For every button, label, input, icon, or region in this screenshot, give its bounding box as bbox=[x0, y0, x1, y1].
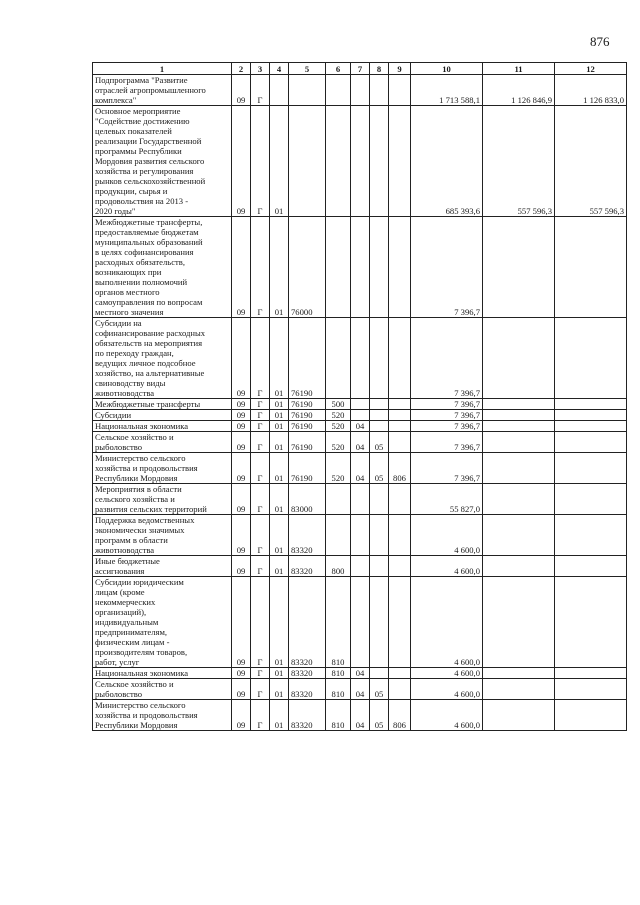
cell-code-col-4: 01 bbox=[270, 421, 289, 432]
cell-amount-col-10: 4 600,0 bbox=[411, 668, 483, 679]
cell-code-col-9 bbox=[389, 668, 411, 679]
cell-code-col-4: 01 bbox=[270, 668, 289, 679]
cell-amount-col-11 bbox=[483, 410, 555, 421]
cell-code-col-2: 09 bbox=[232, 75, 251, 106]
cell-code-col-3: Г bbox=[251, 679, 270, 700]
cell-code-col-8 bbox=[370, 217, 389, 318]
cell-code-col-3: Г bbox=[251, 577, 270, 668]
cell-row-label: Сельское хозяйство и рыболовство bbox=[93, 432, 232, 453]
cell-code-col-8 bbox=[370, 668, 389, 679]
cell-code-col-5: 76190 bbox=[289, 453, 326, 484]
column-header: 3 bbox=[251, 63, 270, 75]
cell-code-col-2: 09 bbox=[232, 217, 251, 318]
cell-code-col-7: 04 bbox=[351, 668, 370, 679]
cell-amount-col-12 bbox=[555, 556, 627, 577]
cell-row-label: Сельское хозяйство и рыболовство bbox=[93, 679, 232, 700]
cell-code-col-6 bbox=[326, 217, 351, 318]
cell-amount-col-11: 1 126 846,9 bbox=[483, 75, 555, 106]
cell-code-col-3: Г bbox=[251, 556, 270, 577]
cell-code-col-3: Г bbox=[251, 515, 270, 556]
cell-row-label: Национальная экономика bbox=[93, 421, 232, 432]
cell-amount-col-10: 685 393,6 bbox=[411, 106, 483, 217]
cell-row-label: Межбюджетные трансферты bbox=[93, 399, 232, 410]
cell-code-col-8: 05 bbox=[370, 679, 389, 700]
table-row bbox=[93, 432, 627, 453]
cell-code-col-5: 83000 bbox=[289, 484, 326, 515]
cell-code-col-6: 520 bbox=[326, 453, 351, 484]
cell-amount-col-10: 55 827,0 bbox=[411, 484, 483, 515]
cell-code-col-8 bbox=[370, 318, 389, 399]
cell-code-col-7 bbox=[351, 399, 370, 410]
cell-row-label: Межбюджетные трансферты, предоставляемые бюджетам муниципальных образований в целях софинансирования расходных обязательств, возникающих при выполнении полномочий органов местного самоуправления по вопросам местного значения bbox=[93, 217, 232, 318]
cell-code-col-8 bbox=[370, 410, 389, 421]
column-header: 4 bbox=[270, 63, 289, 75]
cell-code-col-3: Г bbox=[251, 410, 270, 421]
cell-code-col-9 bbox=[389, 421, 411, 432]
cell-code-col-8 bbox=[370, 106, 389, 217]
cell-code-col-7 bbox=[351, 217, 370, 318]
table-row bbox=[93, 318, 627, 399]
page-number: 876 bbox=[590, 34, 610, 49]
cell-code-col-6 bbox=[326, 318, 351, 399]
cell-code-col-4: 01 bbox=[270, 432, 289, 453]
cell-amount-col-12: 557 596,3 bbox=[555, 106, 627, 217]
cell-code-col-5: 76190 bbox=[289, 421, 326, 432]
cell-code-col-9 bbox=[389, 515, 411, 556]
cell-code-col-5: 76190 bbox=[289, 399, 326, 410]
cell-amount-col-12: 1 126 833,0 bbox=[555, 75, 627, 106]
cell-row-label: Субсидии bbox=[93, 410, 232, 421]
cell-code-col-2: 09 bbox=[232, 700, 251, 731]
cell-amount-col-11 bbox=[483, 453, 555, 484]
cell-code-col-5: 83320 bbox=[289, 577, 326, 668]
cell-code-col-3: Г bbox=[251, 399, 270, 410]
cell-row-label: Субсидии юридическим лицам (кроме некоммерческих организаций), индивидуальным предпринимателям, физическим лицам - производителям товаров, работ, услуг bbox=[93, 577, 232, 668]
cell-code-col-2: 09 bbox=[232, 515, 251, 556]
cell-code-col-5: 76190 bbox=[289, 318, 326, 399]
cell-row-label: Министерство сельского хозяйства и продовольствия Республики Мордовия bbox=[93, 453, 232, 484]
cell-amount-col-10: 7 396,7 bbox=[411, 421, 483, 432]
cell-code-col-3: Г bbox=[251, 75, 270, 106]
cell-amount-col-10: 4 600,0 bbox=[411, 515, 483, 556]
cell-amount-col-12 bbox=[555, 217, 627, 318]
cell-amount-col-10: 7 396,7 bbox=[411, 217, 483, 318]
header-row bbox=[93, 63, 627, 75]
cell-code-col-4: 01 bbox=[270, 577, 289, 668]
table-row bbox=[93, 577, 627, 668]
table-row bbox=[93, 217, 627, 318]
cell-code-col-5: 83320 bbox=[289, 679, 326, 700]
cell-code-col-8 bbox=[370, 556, 389, 577]
cell-code-col-2: 09 bbox=[232, 421, 251, 432]
cell-code-col-7 bbox=[351, 75, 370, 106]
cell-code-col-6 bbox=[326, 75, 351, 106]
cell-code-col-7 bbox=[351, 484, 370, 515]
cell-row-label: Основное мероприятие "Содействие достижению целевых показателей реализации Государственной программы Республики Мордовия развития сельского хозяйства и регулирования рынков сельскохозяйственной продукции, сырья и продовольствия на 2013 - 2020 годы" bbox=[93, 106, 232, 217]
cell-code-col-3: Г bbox=[251, 700, 270, 731]
cell-amount-col-11 bbox=[483, 399, 555, 410]
cell-code-col-5: 83320 bbox=[289, 668, 326, 679]
cell-amount-col-11 bbox=[483, 668, 555, 679]
budget-table bbox=[92, 62, 627, 731]
cell-code-col-4: 01 bbox=[270, 106, 289, 217]
cell-code-col-7: 04 bbox=[351, 679, 370, 700]
cell-amount-col-10: 4 600,0 bbox=[411, 679, 483, 700]
cell-code-col-2: 09 bbox=[232, 453, 251, 484]
cell-amount-col-11 bbox=[483, 217, 555, 318]
cell-amount-col-12 bbox=[555, 410, 627, 421]
column-header: 5 bbox=[289, 63, 326, 75]
cell-code-col-4: 01 bbox=[270, 399, 289, 410]
cell-amount-col-11 bbox=[483, 700, 555, 731]
cell-amount-col-11 bbox=[483, 679, 555, 700]
cell-amount-col-10: 7 396,7 bbox=[411, 399, 483, 410]
cell-code-col-9 bbox=[389, 410, 411, 421]
table-row bbox=[93, 399, 627, 410]
cell-amount-col-12 bbox=[555, 668, 627, 679]
cell-code-col-5 bbox=[289, 106, 326, 217]
cell-amount-col-12 bbox=[555, 700, 627, 731]
cell-code-col-3: Г bbox=[251, 432, 270, 453]
table-row bbox=[93, 75, 627, 106]
cell-code-col-7 bbox=[351, 106, 370, 217]
column-header: 9 bbox=[389, 63, 411, 75]
cell-amount-col-10: 7 396,7 bbox=[411, 410, 483, 421]
cell-code-col-9: 806 bbox=[389, 453, 411, 484]
table-row bbox=[93, 453, 627, 484]
cell-code-col-6: 520 bbox=[326, 421, 351, 432]
cell-code-col-7 bbox=[351, 410, 370, 421]
cell-code-col-2: 09 bbox=[232, 410, 251, 421]
cell-code-col-2: 09 bbox=[232, 399, 251, 410]
table-row bbox=[93, 421, 627, 432]
cell-code-col-3: Г bbox=[251, 318, 270, 399]
cell-amount-col-11 bbox=[483, 577, 555, 668]
cell-amount-col-12 bbox=[555, 318, 627, 399]
cell-code-col-4: 01 bbox=[270, 679, 289, 700]
column-header: 2 bbox=[232, 63, 251, 75]
cell-code-col-8: 05 bbox=[370, 700, 389, 731]
table-row bbox=[93, 556, 627, 577]
cell-code-col-4: 01 bbox=[270, 217, 289, 318]
cell-code-col-9 bbox=[389, 106, 411, 217]
cell-code-col-4: 01 bbox=[270, 453, 289, 484]
cell-amount-col-11: 557 596,3 bbox=[483, 106, 555, 217]
cell-amount-col-10: 7 396,7 bbox=[411, 432, 483, 453]
cell-code-col-8 bbox=[370, 577, 389, 668]
cell-code-col-3: Г bbox=[251, 217, 270, 318]
cell-code-col-2: 09 bbox=[232, 432, 251, 453]
cell-amount-col-11 bbox=[483, 556, 555, 577]
cell-code-col-9 bbox=[389, 577, 411, 668]
table-row bbox=[93, 515, 627, 556]
cell-code-col-2: 09 bbox=[232, 577, 251, 668]
cell-code-col-8: 05 bbox=[370, 432, 389, 453]
cell-amount-col-12 bbox=[555, 515, 627, 556]
cell-amount-col-10: 1 713 588,1 bbox=[411, 75, 483, 106]
cell-code-col-2: 09 bbox=[232, 556, 251, 577]
cell-code-col-5: 83320 bbox=[289, 700, 326, 731]
cell-code-col-5: 76190 bbox=[289, 410, 326, 421]
cell-amount-col-11 bbox=[483, 421, 555, 432]
cell-amount-col-10: 4 600,0 bbox=[411, 577, 483, 668]
cell-amount-col-12 bbox=[555, 484, 627, 515]
cell-code-col-9 bbox=[389, 399, 411, 410]
cell-code-col-9 bbox=[389, 679, 411, 700]
cell-code-col-9: 806 bbox=[389, 700, 411, 731]
column-header: 1 bbox=[93, 63, 232, 75]
table-row bbox=[93, 410, 627, 421]
cell-code-col-8 bbox=[370, 515, 389, 556]
cell-code-col-4: 01 bbox=[270, 318, 289, 399]
cell-code-col-7 bbox=[351, 577, 370, 668]
cell-code-col-9 bbox=[389, 484, 411, 515]
cell-amount-col-12 bbox=[555, 432, 627, 453]
cell-code-col-6: 810 bbox=[326, 700, 351, 731]
column-header: 12 bbox=[555, 63, 627, 75]
cell-code-col-2: 09 bbox=[232, 484, 251, 515]
cell-code-col-2: 09 bbox=[232, 668, 251, 679]
cell-code-col-6: 800 bbox=[326, 556, 351, 577]
cell-amount-col-11 bbox=[483, 515, 555, 556]
column-header: 10 bbox=[411, 63, 483, 75]
cell-code-col-7 bbox=[351, 556, 370, 577]
cell-row-label: Министерство сельского хозяйства и продовольствия Республики Мордовия bbox=[93, 700, 232, 731]
table-row bbox=[93, 668, 627, 679]
cell-code-col-8 bbox=[370, 484, 389, 515]
cell-amount-col-10: 4 600,0 bbox=[411, 556, 483, 577]
cell-code-col-2: 09 bbox=[232, 106, 251, 217]
cell-code-col-5: 83320 bbox=[289, 515, 326, 556]
cell-code-col-6: 520 bbox=[326, 432, 351, 453]
cell-code-col-4: 01 bbox=[270, 700, 289, 731]
cell-amount-col-11 bbox=[483, 318, 555, 399]
table-row bbox=[93, 106, 627, 217]
cell-amount-col-12 bbox=[555, 679, 627, 700]
column-header: 6 bbox=[326, 63, 351, 75]
cell-code-col-8 bbox=[370, 75, 389, 106]
cell-code-col-5: 76190 bbox=[289, 432, 326, 453]
cell-code-col-6: 810 bbox=[326, 679, 351, 700]
cell-row-label: Поддержка ведомственных экономически значимых программ в области животноводства bbox=[93, 515, 232, 556]
cell-code-col-6: 810 bbox=[326, 577, 351, 668]
cell-code-col-6: 520 bbox=[326, 410, 351, 421]
column-header: 7 bbox=[351, 63, 370, 75]
cell-code-col-9 bbox=[389, 432, 411, 453]
cell-amount-col-12 bbox=[555, 453, 627, 484]
column-header: 8 bbox=[370, 63, 389, 75]
cell-code-col-8 bbox=[370, 421, 389, 432]
table-row bbox=[93, 484, 627, 515]
cell-code-col-7: 04 bbox=[351, 432, 370, 453]
table-row bbox=[93, 679, 627, 700]
cell-code-col-8 bbox=[370, 399, 389, 410]
cell-code-col-6: 500 bbox=[326, 399, 351, 410]
cell-code-col-9 bbox=[389, 318, 411, 399]
cell-row-label: Национальная экономика bbox=[93, 668, 232, 679]
cell-code-col-4 bbox=[270, 75, 289, 106]
cell-code-col-9 bbox=[389, 556, 411, 577]
cell-code-col-2: 09 bbox=[232, 679, 251, 700]
cell-amount-col-11 bbox=[483, 432, 555, 453]
cell-code-col-3: Г bbox=[251, 453, 270, 484]
cell-row-label: Подпрограмма "Развитие отраслей агропромышленного комплекса" bbox=[93, 75, 232, 106]
cell-code-col-4: 01 bbox=[270, 410, 289, 421]
cell-code-col-5: 83320 bbox=[289, 556, 326, 577]
cell-amount-col-12 bbox=[555, 421, 627, 432]
cell-code-col-6 bbox=[326, 484, 351, 515]
cell-code-col-4: 01 bbox=[270, 515, 289, 556]
cell-amount-col-12 bbox=[555, 577, 627, 668]
table-body bbox=[93, 75, 627, 731]
cell-code-col-9 bbox=[389, 217, 411, 318]
cell-amount-col-10: 7 396,7 bbox=[411, 318, 483, 399]
cell-code-col-2: 09 bbox=[232, 318, 251, 399]
cell-code-col-7: 04 bbox=[351, 421, 370, 432]
cell-code-col-9 bbox=[389, 75, 411, 106]
cell-amount-col-10: 7 396,7 bbox=[411, 453, 483, 484]
cell-code-col-3: Г bbox=[251, 421, 270, 432]
cell-code-col-5 bbox=[289, 75, 326, 106]
cell-code-col-4: 01 bbox=[270, 484, 289, 515]
cell-code-col-3: Г bbox=[251, 106, 270, 217]
cell-code-col-5: 76000 bbox=[289, 217, 326, 318]
cell-code-col-3: Г bbox=[251, 484, 270, 515]
cell-code-col-3: Г bbox=[251, 668, 270, 679]
cell-amount-col-11 bbox=[483, 484, 555, 515]
cell-row-label: Иные бюджетные ассигнования bbox=[93, 556, 232, 577]
cell-code-col-6 bbox=[326, 106, 351, 217]
column-header: 11 bbox=[483, 63, 555, 75]
cell-code-col-7: 04 bbox=[351, 700, 370, 731]
cell-amount-col-10: 4 600,0 bbox=[411, 700, 483, 731]
cell-code-col-7 bbox=[351, 515, 370, 556]
cell-code-col-7 bbox=[351, 318, 370, 399]
cell-code-col-4: 01 bbox=[270, 556, 289, 577]
cell-amount-col-12 bbox=[555, 399, 627, 410]
table-row bbox=[93, 700, 627, 731]
cell-code-col-7: 04 bbox=[351, 453, 370, 484]
cell-row-label: Мероприятия в области сельского хозяйства и развития сельских территорий bbox=[93, 484, 232, 515]
cell-row-label: Субсидии на софинансирование расходных обязательств на мероприятия по переходу граждан, ведущих личное подсобное хозяйство, на альтернативные свиноводству виды животноводства bbox=[93, 318, 232, 399]
cell-code-col-8: 05 bbox=[370, 453, 389, 484]
cell-code-col-6: 810 bbox=[326, 668, 351, 679]
cell-code-col-6 bbox=[326, 515, 351, 556]
